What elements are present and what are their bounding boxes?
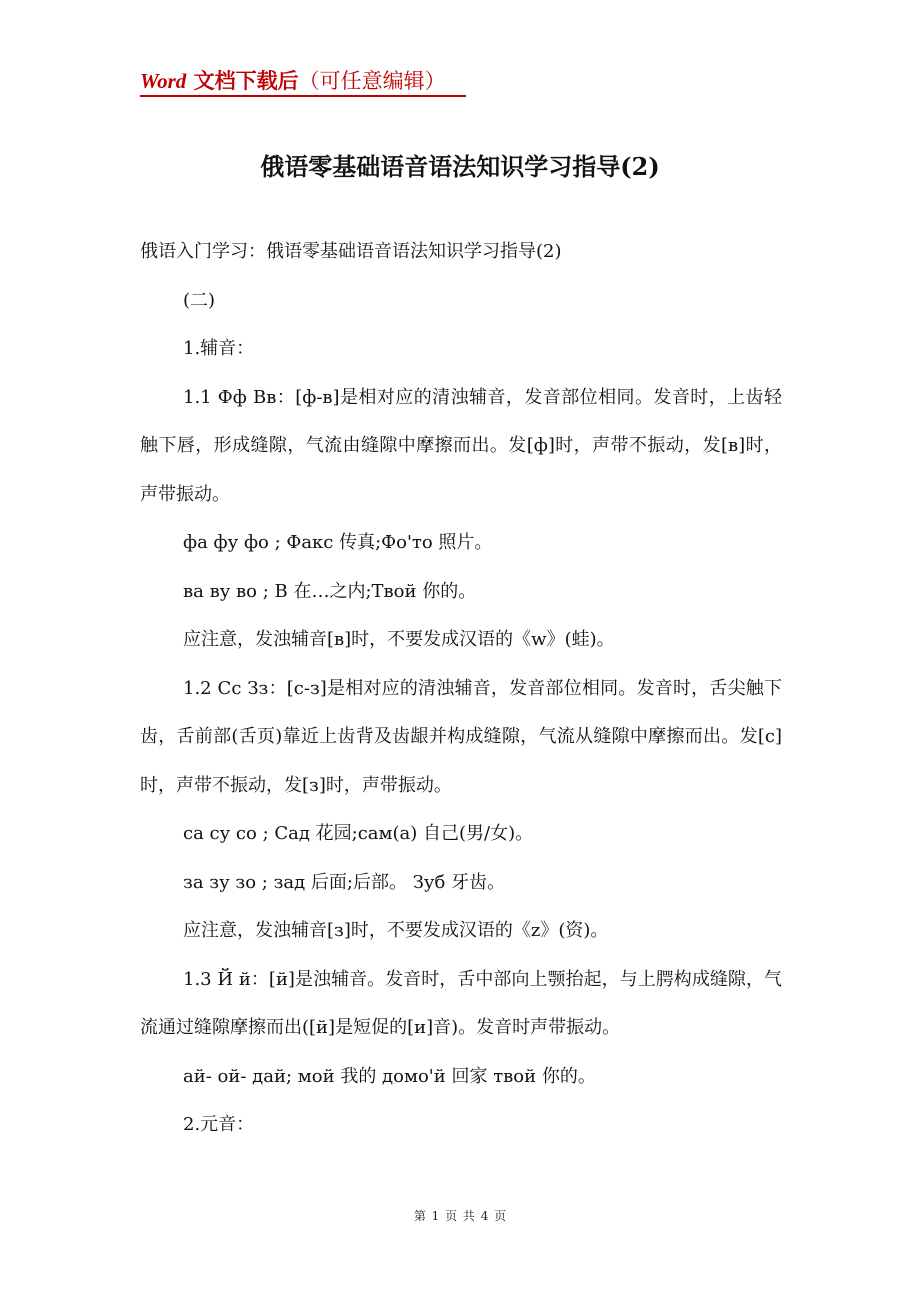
example-f: фа фу фо ; Факс 传真;Фо'то 照片。 [183, 532, 493, 553]
heading-vowels: 2.元音： [183, 1114, 255, 1135]
paragraph-y: 1.3 Й й：[й]是浊辅音。发音时，舌中部向上颚抬起，与上腭构成缝隙，气流通过缝隙摩擦而出([й]是短促的[и]音)。发音时声带振动。 [140, 968, 782, 1038]
banner-underline [140, 95, 466, 97]
example-s: са су со ; Сад 花园;сам(а) 自己(男/女)。 [183, 823, 534, 844]
note-z: 应注意，发浊辅音[з]时，不要发成汉语的《z》(资)。 [183, 920, 609, 941]
example-v: ва ву во ; В 在…之内;Твой 你的。 [183, 580, 477, 602]
document-title: 俄语零基础语音语法知识学习指导(2) [260, 152, 660, 181]
document-body [140, 228, 782, 1150]
banner-download-text: 文档下载后 [186, 68, 299, 93]
intro-paragraph: 俄语入门学习：俄语零基础语音语法知识学习指导(2) [140, 241, 562, 262]
banner-editable-note: （可任意编辑） [298, 69, 446, 93]
note-v: 应注意，发浊辅音[в]时，不要发成汉语的《w》(蛙)。 [183, 629, 615, 650]
example-z: за зу зо ; зад 后面;后部。 Зуб 牙齿。 [183, 871, 506, 893]
section-number: (二) [183, 289, 216, 311]
banner-word-brand: Word [140, 69, 187, 93]
example-y: ай- ой- дай; мой 我的 домо'й 回家 твой 你的。 [183, 1065, 596, 1087]
paragraph-f-v: 1.1 Фф Вв：[ф-в]是相对应的清浊辅音，发音部位相同。发音时，上齿轻触下唇，形成缝隙，气流由缝隙中摩擦而出。发[ф]时，声带不振动，发[в]时，声带振动。 [140, 386, 782, 505]
heading-consonants: 1.辅音： [183, 338, 255, 359]
download-banner [140, 66, 446, 96]
paragraph-s-z: 1.2 Сс Зз：[с-з]是相对应的清浊辅音，发音部位相同。发音时，舌尖触下齿，舌前部(舌页)靠近上齿背及齿龈并构成缝隙，气流从缝隙中摩擦而出。发[с]时，声带不振动，发[з]时，声带振动。 [140, 677, 782, 796]
page-footer: 第 1 页 共 4 页 [413, 1209, 507, 1223]
